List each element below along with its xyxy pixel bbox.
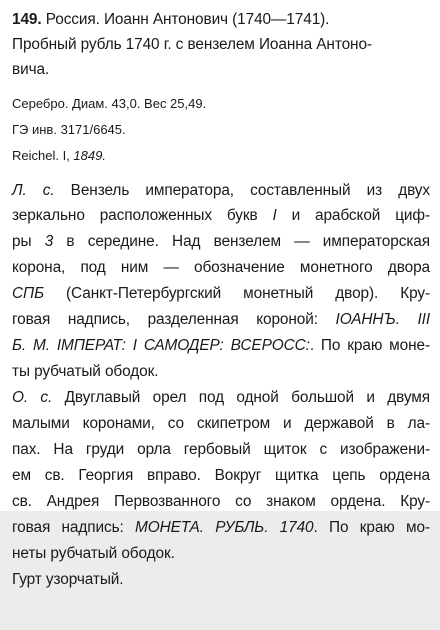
reverse-line-5: св. Андрея Первозванного со знаком ордена. Кру-	[12, 493, 430, 510]
obverse-line-3: ры 3 в середине. Над вензелем — императорская	[12, 233, 430, 250]
material-info: Серебро. Диам. 43,0. Вес 25,49.	[12, 96, 207, 111]
obverse-line-8: ты рубчатый ободок.	[12, 363, 159, 380]
obverse-line-7: Б. М. IМПЕРАТ: I САМОДЕР: ВСЕРОСС:. По краю моне-	[12, 337, 431, 354]
reverse-line-3: пах. На груди орла гербовый щиток с изображени-	[12, 441, 430, 458]
reverse-line-1: О. с. Двуглавый орел под одной большой и двумя	[12, 389, 430, 406]
mint-mark: СПБ	[12, 285, 44, 302]
obverse-line-4: корона, под ним — обозначение монетного двора	[12, 259, 430, 276]
obverse-legend: Б. М. IМПЕРАТ: I САМОДЕР: ВСЕРОСС:	[12, 337, 310, 354]
entry-heading-line-1	[12, 10, 329, 30]
reverse-label: О. с.	[12, 389, 53, 406]
reference-year: 1849.	[73, 148, 106, 163]
reverse-line-7: неты рубчатый ободок.	[12, 545, 175, 562]
reference	[12, 146, 106, 166]
obverse-line-1: Л. с. Вензель императора, составленный из двух	[12, 182, 430, 199]
obverse-line-2: зеркально расположенных букв I и арабской циф-	[12, 207, 430, 224]
reverse-line-4: ем св. Георгия вправо. Вокруг щитка цепь ордена	[12, 467, 430, 484]
obverse-line-6: говая надпись, разделенная короной: IОАННЪ. III	[12, 311, 431, 328]
edge-description: Гурт узорчатый.	[12, 571, 124, 588]
inventory-number: ГЭ инв. 3171/6645.	[12, 122, 126, 137]
entry-title: Россия. Иоанн Антонович (1740—1741).	[45, 11, 330, 28]
obverse-label: Л. с.	[12, 182, 55, 199]
entry-heading-line-2: Пробный рубль 1740 г. с вензелем Иоанна Антоно-	[12, 36, 372, 53]
reverse-legend: МОНЕТА. РУБЛЬ. 1740	[135, 519, 314, 536]
reference-source: Reichel. I,	[12, 148, 74, 163]
reverse-line-2: малыми коронами, со скипетром и державой в ла-	[12, 415, 430, 432]
reverse-line-6: говая надпись: МОНЕТА. РУБЛЬ. 1740. По краю мо-	[12, 519, 430, 536]
entry-number: 149.	[12, 11, 42, 28]
obverse-line-5: СПБ (Санкт-Петербургский монетный двор). Кру-	[12, 285, 430, 302]
entry-heading-line-3: вича.	[12, 61, 50, 78]
